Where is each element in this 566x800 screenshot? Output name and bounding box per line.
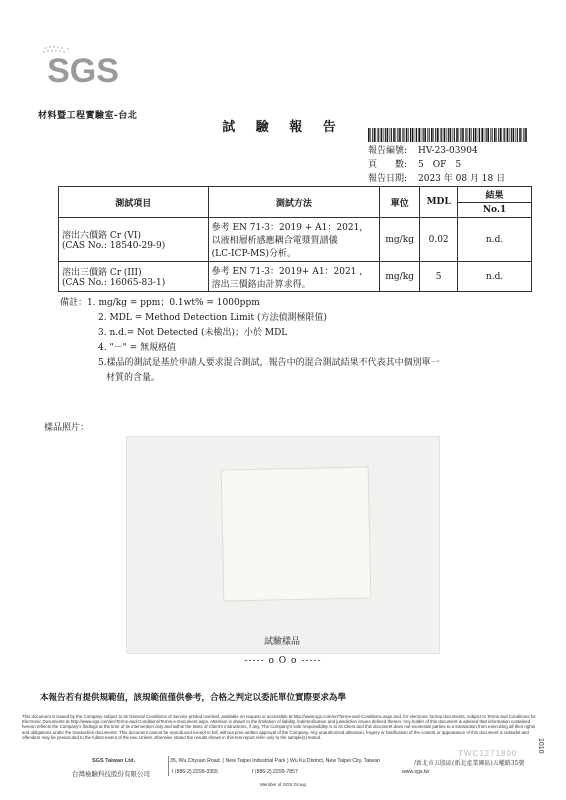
barcode-bar <box>465 128 466 142</box>
method-cell <box>208 262 380 292</box>
barcode-bar <box>429 128 430 142</box>
header-item: 測試項目 <box>59 187 209 218</box>
barcode-bar <box>406 128 408 142</box>
address-cn: /新北市五股區(新北產業園區)五權路35號 <box>414 760 525 767</box>
barcode-bar <box>437 128 439 142</box>
company-name-en: SGS Taiwan Ltd. <box>92 758 135 764</box>
barcode-bar <box>507 128 509 142</box>
barcode-bar <box>473 128 474 142</box>
page-count-value: 5 OF 5 <box>418 160 462 170</box>
method-line: 參考 EN 71-3：2019+ A1：2021 ， <box>211 266 369 277</box>
barcode-bar <box>511 128 512 142</box>
barcode-bar <box>509 128 510 142</box>
barcode-bar <box>410 128 411 142</box>
notes-section <box>60 296 440 386</box>
method-line: 溶出三價鉻由計算求得。 <box>211 279 311 290</box>
barcode-bar <box>435 128 436 142</box>
header-method: 測試方法 <box>208 187 380 218</box>
note-item: 4. "－" = 無規格值 <box>98 343 176 353</box>
table-row <box>59 218 532 262</box>
disclaimer: 本報告若有提供規範值，該規範值僅供參考，合格之判定以委託單位實際要求為準 <box>40 693 347 703</box>
barcode-bar <box>378 128 379 142</box>
member-of-group: Member of SGS Group <box>259 782 307 787</box>
barcode-bar <box>513 128 515 142</box>
terms-fine-print: This document is issued by the Company subject to its General Conditions of Service printed overleaf, available on request or accessible at http://www.sgs.com/en/Terms-and-Conditions.aspx and, for electronic format documents, subject to Terms and Conditions for Electronic Documents at http://www.sgs.com/en/Terms-and-Conditions/Terms-e-Document.aspx. Attention is drawn to the limitation of liability, indemnification and jurisdiction issues defined therein. Any holder of this document is advised that information contained hereon reflects the Company's findings at the time of its intervention only and within the limits of Client's instructions, if any. The Company's sole responsibility is to its Client and this document does not exonerate parties to a transaction from exercising all their rights and obligations under the transaction documents. This document cannot be reproduced except in full, without prior written approval of the Company. Any unauthorized alteration, forgery or falsification of the content or appearance of this document is unlawful and offenders may be prosecuted to the fullest extent of the law. Unless otherwise stated the results shown in this test report refer only to the sample(s) tested. <box>22 714 536 740</box>
barcode-bar <box>368 128 370 142</box>
barcode-bar <box>523 128 524 142</box>
barcode-bar <box>393 128 395 142</box>
note-item: 5.樣品的測試是基於申請人要求混合測試，報告中的混合測試結果不代表其中個別單一 <box>98 358 440 368</box>
result-cell: n.d. <box>458 218 532 262</box>
notes-label: 備註： <box>60 298 88 308</box>
barcode-bar <box>381 128 383 142</box>
footer-divider <box>168 756 169 776</box>
barcode-bar <box>390 128 391 142</box>
report-number-value: HV-23-03904 <box>418 146 478 156</box>
note-item: 3. n.d.= Not Detected (未檢出)；小於 MDL <box>98 328 288 338</box>
item-name: 溶出六價鉻 Cr (VI) <box>62 231 141 241</box>
barcode-bar <box>522 128 523 142</box>
barcode-bar <box>402 128 403 142</box>
report-title: 試 驗 報 告 <box>222 120 344 135</box>
company-footer <box>22 758 546 778</box>
barcode-bar <box>504 128 505 142</box>
barcode-bar <box>487 128 489 142</box>
photo-caption: 試驗樣品 <box>263 637 300 647</box>
barcode-bar <box>475 128 477 142</box>
telephone: t (886-2) 2299-3355 <box>172 769 218 775</box>
method-cell <box>208 218 380 262</box>
mdl-cell: 5 <box>420 262 458 292</box>
barcode-bar <box>450 128 452 142</box>
item-cell <box>59 262 209 292</box>
barcode-bar <box>516 128 517 142</box>
barcode-bar <box>486 128 487 142</box>
barcode-bar <box>479 128 480 142</box>
barcode-bar <box>372 128 373 142</box>
website: www.sgs.tw <box>402 769 430 775</box>
barcode-bar <box>418 128 420 142</box>
barcode-bar <box>490 128 491 142</box>
sgs-logo <box>38 44 128 88</box>
barcode-bar <box>466 128 467 142</box>
company-name-cn: 台灣檢驗科技股份有限公司 <box>72 770 150 778</box>
note-item-continuation: 材質的含量。 <box>106 373 161 383</box>
barcode-bar <box>408 128 409 142</box>
item-cas: (CAS No.: 16065-83-1) <box>62 278 166 288</box>
report-number <box>368 143 478 156</box>
barcode-bar <box>433 128 434 142</box>
barcode-bar <box>462 128 464 142</box>
barcode-bar <box>496 128 497 142</box>
barcode-bar <box>383 128 384 142</box>
result-cell: n.d. <box>458 262 532 292</box>
barcode-bar <box>456 128 458 142</box>
page-count-label: 頁 數: <box>368 160 408 170</box>
note-item: 1. mg/kg = ppm；0.1wt% = 1000ppm <box>87 298 260 308</box>
barcode-bar <box>481 128 483 142</box>
barcode-bar <box>471 128 472 142</box>
note-line <box>60 296 440 311</box>
document-code: 1010 <box>537 738 544 754</box>
barcode-bar <box>484 128 485 142</box>
end-mark: ----- o O o ----- <box>244 656 322 666</box>
results-table <box>58 186 532 292</box>
barcode-bar <box>494 128 496 142</box>
photo-label: 樣品照片： <box>44 423 90 433</box>
barcode-bar <box>403 128 404 142</box>
barcode-bar <box>423 128 424 142</box>
barcode-bar <box>498 128 499 142</box>
method-line: (LC-ICP-MS)分析。 <box>211 249 296 259</box>
barcode-bar <box>500 128 502 142</box>
barcode-bar <box>370 128 371 142</box>
barcode-bar <box>441 128 442 142</box>
unit-cell: mg/kg <box>380 262 420 292</box>
note-item: 2. MDL = Method Detection Limit (方法偵測極限值) <box>98 313 327 323</box>
sample-image <box>221 466 372 601</box>
barcode-bar <box>374 128 376 142</box>
barcode-bar <box>377 128 378 142</box>
method-line: 以液相層析感應耦合電漿質譜儀 <box>211 236 338 246</box>
barcode-bar <box>427 128 428 142</box>
barcode-bar <box>525 128 527 142</box>
fax: f (886-2) 2299-7857 <box>252 769 298 775</box>
barcode-bar <box>460 128 461 142</box>
barcode-bar <box>492 128 493 142</box>
report-date-label: 報告日期: <box>368 174 408 184</box>
logo-text: SGS <box>47 52 119 88</box>
barcode-bar <box>519 128 521 142</box>
barcode-bar <box>415 128 416 142</box>
barcode-bar <box>454 128 455 142</box>
barcode-bar <box>517 128 518 142</box>
barcode-bar <box>431 128 433 142</box>
barcode-bar <box>448 128 449 142</box>
report-date-value: 2023 年 08 月 18 日 <box>418 174 506 184</box>
barcode-bar <box>478 128 479 142</box>
method-line: 參考 EN 71-3：2019 + A1：2021， <box>211 223 369 233</box>
barcode-bar <box>424 128 426 142</box>
header-result-sample: No.1 <box>458 203 532 218</box>
table-header-row <box>59 187 532 203</box>
barcode-bar <box>385 128 386 142</box>
header-mdl: MDL <box>420 187 458 218</box>
barcode-bar <box>446 128 447 142</box>
serial-stamp: TWC1271800 <box>458 749 518 758</box>
barcode-bar <box>416 128 417 142</box>
report-number-label: 報告編號: <box>368 146 408 156</box>
barcode-bar <box>469 128 471 142</box>
address-en: 35, Wu Chyuan Road, ( New Taipei Industrial Park ) Wu Ku District, New Taipei City, Taiwan <box>170 758 380 764</box>
barcode-bar <box>396 128 397 142</box>
mdl-cell: 0.02 <box>420 218 458 262</box>
barcode-bar <box>391 128 392 142</box>
barcode-bar <box>453 128 454 142</box>
barcode-bar <box>399 128 401 142</box>
lab-name: 材料暨工程實驗室-台北 <box>38 111 138 121</box>
table-row <box>59 262 532 292</box>
barcode-bar <box>421 128 422 142</box>
header-result: 結果 <box>458 187 532 203</box>
report-date <box>368 171 505 184</box>
item-cas: (CAS No.: 18540-29-9) <box>62 241 166 251</box>
barcode-bar <box>459 128 460 142</box>
barcode <box>368 128 527 142</box>
barcode-bar <box>444 128 446 142</box>
item-cell <box>59 218 209 262</box>
barcode-bar <box>503 128 504 142</box>
barcode-bar <box>397 128 398 142</box>
header-unit: 單位 <box>380 187 420 218</box>
unit-cell: mg/kg <box>380 218 420 262</box>
barcode-bar <box>440 128 441 142</box>
item-name: 溶出三價鉻 Cr (III) <box>62 268 142 278</box>
page-count <box>368 157 461 170</box>
barcode-bar <box>412 128 414 142</box>
barcode-bar <box>387 128 389 142</box>
